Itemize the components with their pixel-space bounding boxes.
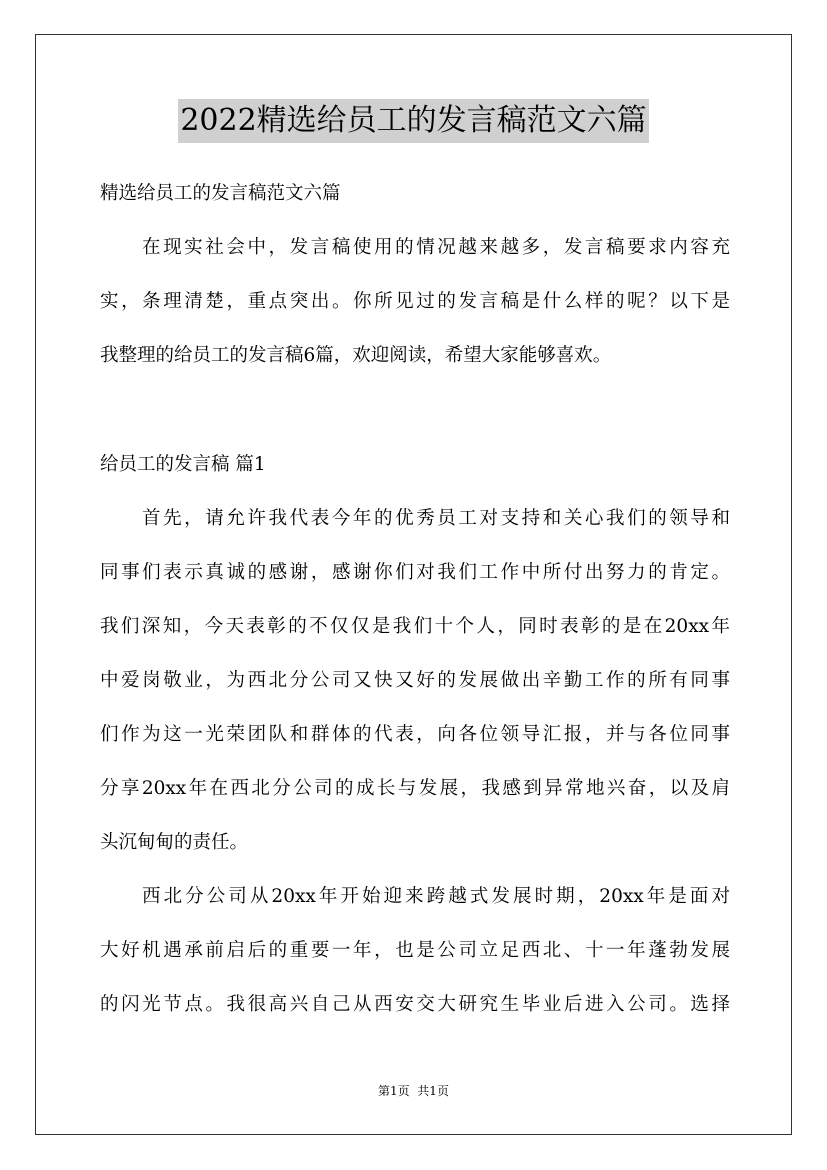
intro-line: 在现实社会中，发言稿使用的情况越来越多，发言稿要求内容充 xyxy=(142,237,730,258)
paragraph-line: 中爱岗敬业，为西北分公司又快又好的发展做出辛勤工作的所有同事 xyxy=(100,670,730,691)
paragraph-line: 大好机遇承前启后的重要一年，也是公司立足西北、十一年蓬勃发展 xyxy=(100,940,730,961)
title-container xyxy=(0,99,827,143)
paragraph-line: 我们深知，今天表彰的不仅仅是我们十个人，同时表彰的是在20xx年 xyxy=(100,616,730,637)
paragraph-line: 们作为这一光荣团队和群体的代表，向各位领导汇报，并与各位同事 xyxy=(100,724,730,745)
section-heading: 给员工的发言稿 篇1 xyxy=(100,454,266,475)
intro-line: 实，条理清楚，重点突出。你所见过的发言稿是什么样的呢？以下是 xyxy=(100,291,730,312)
paragraph-line: 首先，请允许我代表今年的优秀员工对支持和关心我们的领导和 xyxy=(142,508,730,529)
paragraph-line: 分享20xx年在西北分公司的成长与发展，我感到异常地兴奋，以及肩 xyxy=(100,778,730,799)
intro-line: 我整理的给员工的发言稿6篇，欢迎阅读，希望大家能够喜欢。 xyxy=(100,345,612,366)
paragraph-line: 的闪光节点。我很高兴自己从西安交大研究生毕业后进入公司。选择 xyxy=(100,994,730,1015)
paragraph-line: 西北分公司从20xx年开始迎来跨越式发展时期，20xx年是面对 xyxy=(142,886,730,907)
paragraph-line: 头沉甸甸的责任。 xyxy=(100,832,249,853)
page-footer: 第1页 共1页 xyxy=(378,1084,449,1098)
paragraph-line: 同事们表示真诚的感谢，感谢你们对我们工作中所付出努力的肯定。 xyxy=(100,562,730,583)
document-title: 2022精选给员工的发言稿范文六篇 xyxy=(178,99,648,143)
document-subtitle: 精选给员工的发言稿范文六篇 xyxy=(100,183,341,204)
